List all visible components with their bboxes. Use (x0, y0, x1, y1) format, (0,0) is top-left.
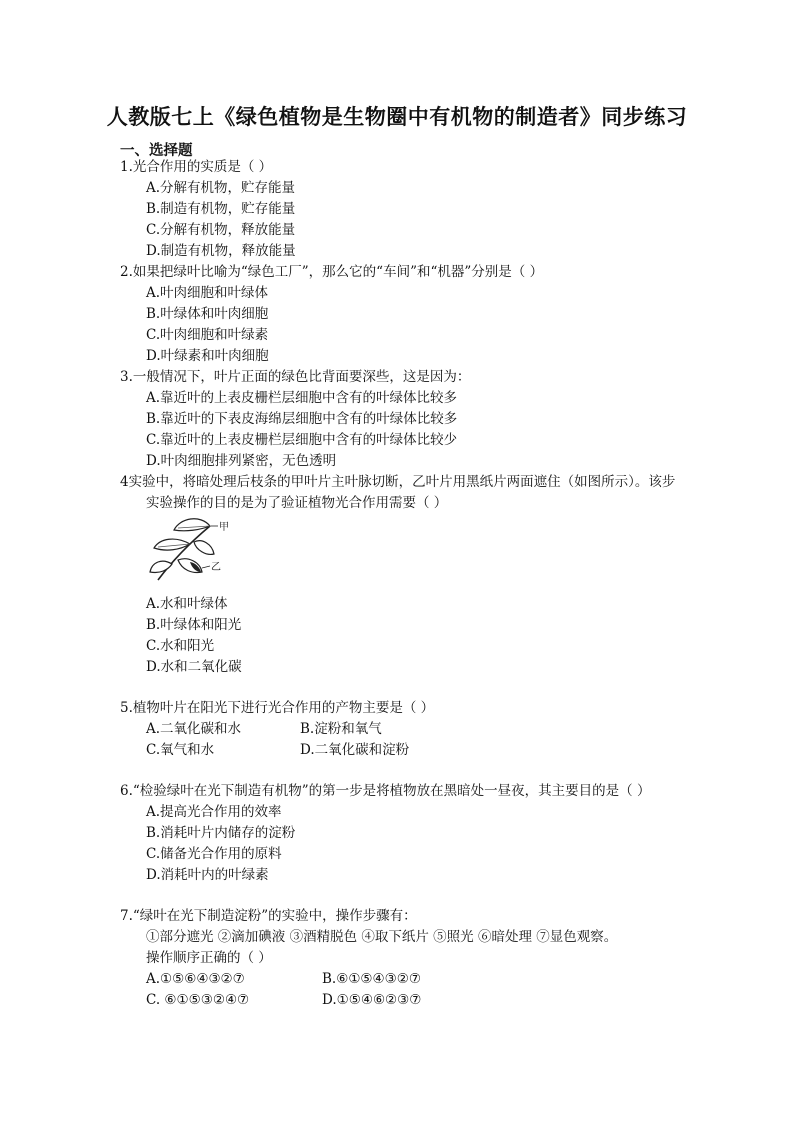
question-1-option-d: D.制造有机物，释放能量 (146, 243, 296, 259)
question-4-option-c: C.水和阳光 (146, 638, 215, 654)
question-2-option-d: D.叶绿素和叶肉细胞 (146, 348, 269, 364)
question-5-option-d: D.二氧化碳和淀粉 (300, 742, 410, 758)
question-1-stem: 1.光合作用的实质是（ ） (120, 159, 273, 175)
plant-branch-figure (148, 516, 230, 582)
question-6-option-b: B.消耗叶片内储存的淀粉 (146, 825, 296, 841)
question-1-option-b: B.制造有机物，贮存能量 (146, 201, 296, 217)
question-3-stem: 3.一般情况下，叶片正面的绿色比背面要深些，这是因为： (120, 369, 471, 385)
question-5-stem: 5.植物叶片在阳光下进行光合作用的产物主要是（ ） (120, 700, 435, 716)
question-2-option-c: C.叶肉细胞和叶绿素 (146, 327, 269, 343)
question-3-option-c: C.靠近叶的上表皮栅栏层细胞中含有的叶绿体比较少 (146, 432, 458, 448)
question-6-option-c: C.储备光合作用的原料 (146, 846, 282, 862)
question-7-option-a: A.①⑤⑥④③②⑦ (146, 971, 245, 987)
question-4-stem: 4实验中，将暗处理后枝条的甲叶片主叶脉切断，乙叶片用黑纸片两面遮住（如图所示）。该步 (120, 474, 676, 490)
question-4-option-a: A.水和叶绿体 (146, 596, 228, 612)
section-heading: 一、选择题 (120, 142, 193, 159)
page-title: 人教版七上《绿色植物是生物圈中有机物的制造者》同步练习 (106, 104, 688, 129)
question-5-option-c: C.氧气和水 (146, 742, 215, 758)
figure-label-jia: 甲 (219, 522, 229, 533)
figure-label-yi: 乙 (211, 562, 221, 573)
question-2-stem: 2.如果把绿叶比喻为“绿色工厂”，那么它的“车间”和“机器”分别是（ ） (120, 264, 544, 280)
question-7-steps: ①部分遮光 ②滴加碘液 ③酒精脱色 ④取下纸片 ⑤照光 ⑥暗处理 ⑦显色观察。 (146, 929, 618, 945)
question-7-option-c: C. ⑥①⑤③②④⑦ (146, 992, 250, 1008)
question-2-option-a: A.叶肉细胞和叶绿体 (146, 285, 269, 301)
question-7-stem: 7.“绿叶在光下制造淀粉”的实验中，操作步骤有： (120, 908, 417, 924)
question-4-option-b: B.叶绿体和阳光 (146, 617, 242, 633)
question-6-stem: 6.“检验绿叶在光下制造有机物”的第一步是将植物放在黑暗处一昼夜，其主要目的是（ ） (120, 783, 651, 799)
question-5-option-a: A.二氧化碳和水 (146, 721, 242, 737)
question-3-option-b: B.靠近叶的下表皮海绵层细胞中含有的叶绿体比较多 (146, 411, 458, 427)
question-6-option-d: D.消耗叶内的叶绿素 (146, 867, 269, 883)
question-3-option-d: D.叶肉细胞排列紧密，无色透明 (146, 453, 337, 469)
question-5-option-b: B.淀粉和氧气 (300, 721, 382, 737)
question-7-option-b: B.⑥①⑤④③②⑦ (322, 971, 421, 987)
question-4-stem-continued: 实验操作的目的是为了验证植物光合作用需要（ ） (146, 495, 448, 511)
question-1-option-a: A.分解有机物，贮存能量 (146, 180, 296, 196)
question-4-option-d: D.水和二氧化碳 (146, 659, 242, 675)
question-3-option-a: A.靠近叶的上表皮栅栏层细胞中含有的叶绿体比较多 (146, 390, 458, 406)
question-7-prompt: 操作顺序正确的（ ） (146, 950, 272, 966)
question-7-option-d: D.①⑤④⑥②③⑦ (322, 992, 422, 1008)
question-2-option-b: B.叶绿体和叶肉细胞 (146, 306, 269, 322)
question-1-option-c: C.分解有机物，释放能量 (146, 222, 296, 238)
question-6-option-a: A.提高光合作用的效率 (146, 804, 282, 820)
